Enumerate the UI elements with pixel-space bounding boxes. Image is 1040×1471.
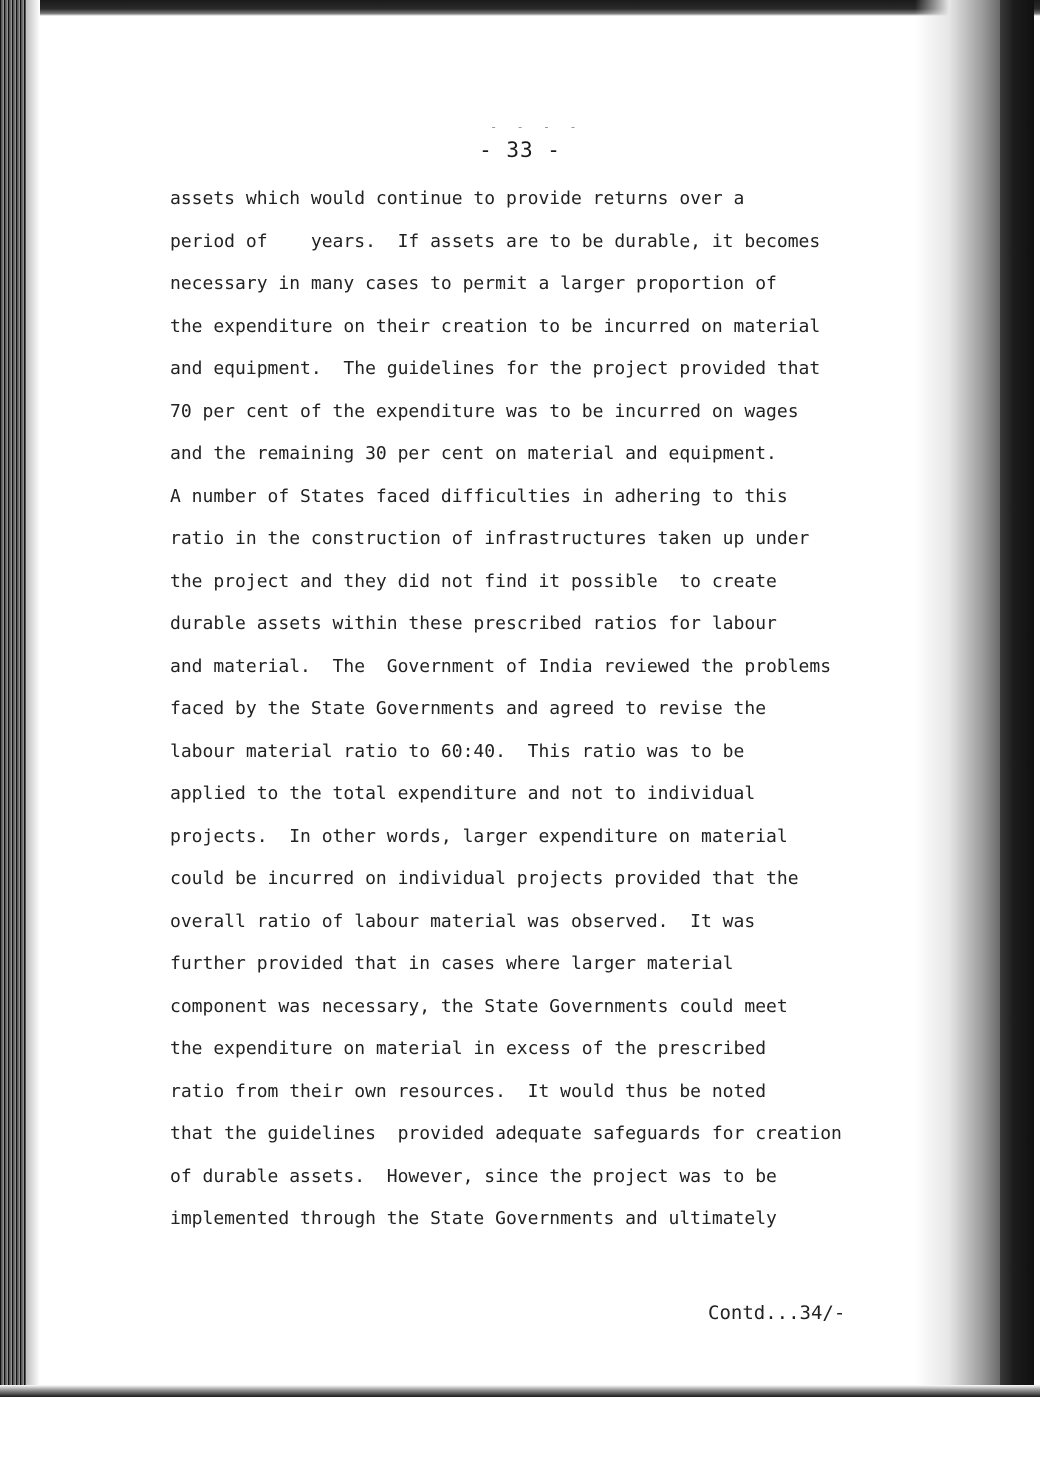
page-top-edge xyxy=(0,0,1040,16)
text-line: A number of States faced difficulties in adhering to this xyxy=(170,485,788,507)
smudge-mark: - - - - xyxy=(490,120,583,134)
text-line: assets which would continue to provide returns over a xyxy=(170,188,745,209)
right-page-edge xyxy=(1000,0,1034,1400)
text-line: ratio in the construction of infrastructures taken up under xyxy=(170,528,810,549)
page-bottom-edge xyxy=(0,1385,1040,1397)
text-line: overall ratio of labour material was observed. It was xyxy=(170,910,756,932)
body-text xyxy=(170,178,970,1241)
page-number: - 33 - xyxy=(479,138,561,162)
text-line: of durable assets. However, since the project was to be xyxy=(170,1165,777,1187)
continuation-note: Contd...34/- xyxy=(708,1302,846,1324)
binding-shadow xyxy=(26,0,40,1471)
text-line: period of years. If assets are to be durable, it becomes xyxy=(170,230,821,252)
text-line: durable assets within these prescribed ratios for labour xyxy=(170,613,777,634)
text-line: could be incurred on individual projects provided that the xyxy=(170,868,799,889)
text-line: faced by the State Governments and agreed to revise the xyxy=(170,698,767,719)
text-line: component was necessary, the State Governments could meet xyxy=(170,995,788,1017)
text-line: necessary in many cases to permit a larger proportion of xyxy=(170,273,777,294)
text-line: and equipment. The guidelines for the project provided that xyxy=(170,358,821,379)
text-line: further provided that in cases where larger material xyxy=(170,953,734,974)
text-line: projects. In other words, larger expenditure on material xyxy=(170,825,788,847)
text-line: the expenditure on their creation to be incurred on material xyxy=(170,315,821,337)
text-line: implemented through the State Governments and ultimately xyxy=(170,1208,777,1229)
text-line: and the remaining 30 per cent on material and equipment. xyxy=(170,443,777,464)
text-line: ratio from their own resources. It would thus be noted xyxy=(170,1080,767,1102)
text-line: the project and they did not find it possible to create xyxy=(170,570,777,592)
text-line: 70 per cent of the expenditure was to be incurred on wages xyxy=(170,400,799,422)
book-binding-edge xyxy=(0,0,26,1471)
text-line: the expenditure on material in excess of the prescribed xyxy=(170,1038,767,1059)
text-line: applied to the total expenditure and not to individual xyxy=(170,783,756,804)
scanner-background xyxy=(0,1397,1040,1471)
text-line: labour material ratio to 60:40. This ratio was to be xyxy=(170,740,745,762)
text-line: that the guidelines provided adequate safeguards for creation xyxy=(170,1123,842,1144)
text-line: and material. The Government of India reviewed the problems xyxy=(170,655,832,677)
